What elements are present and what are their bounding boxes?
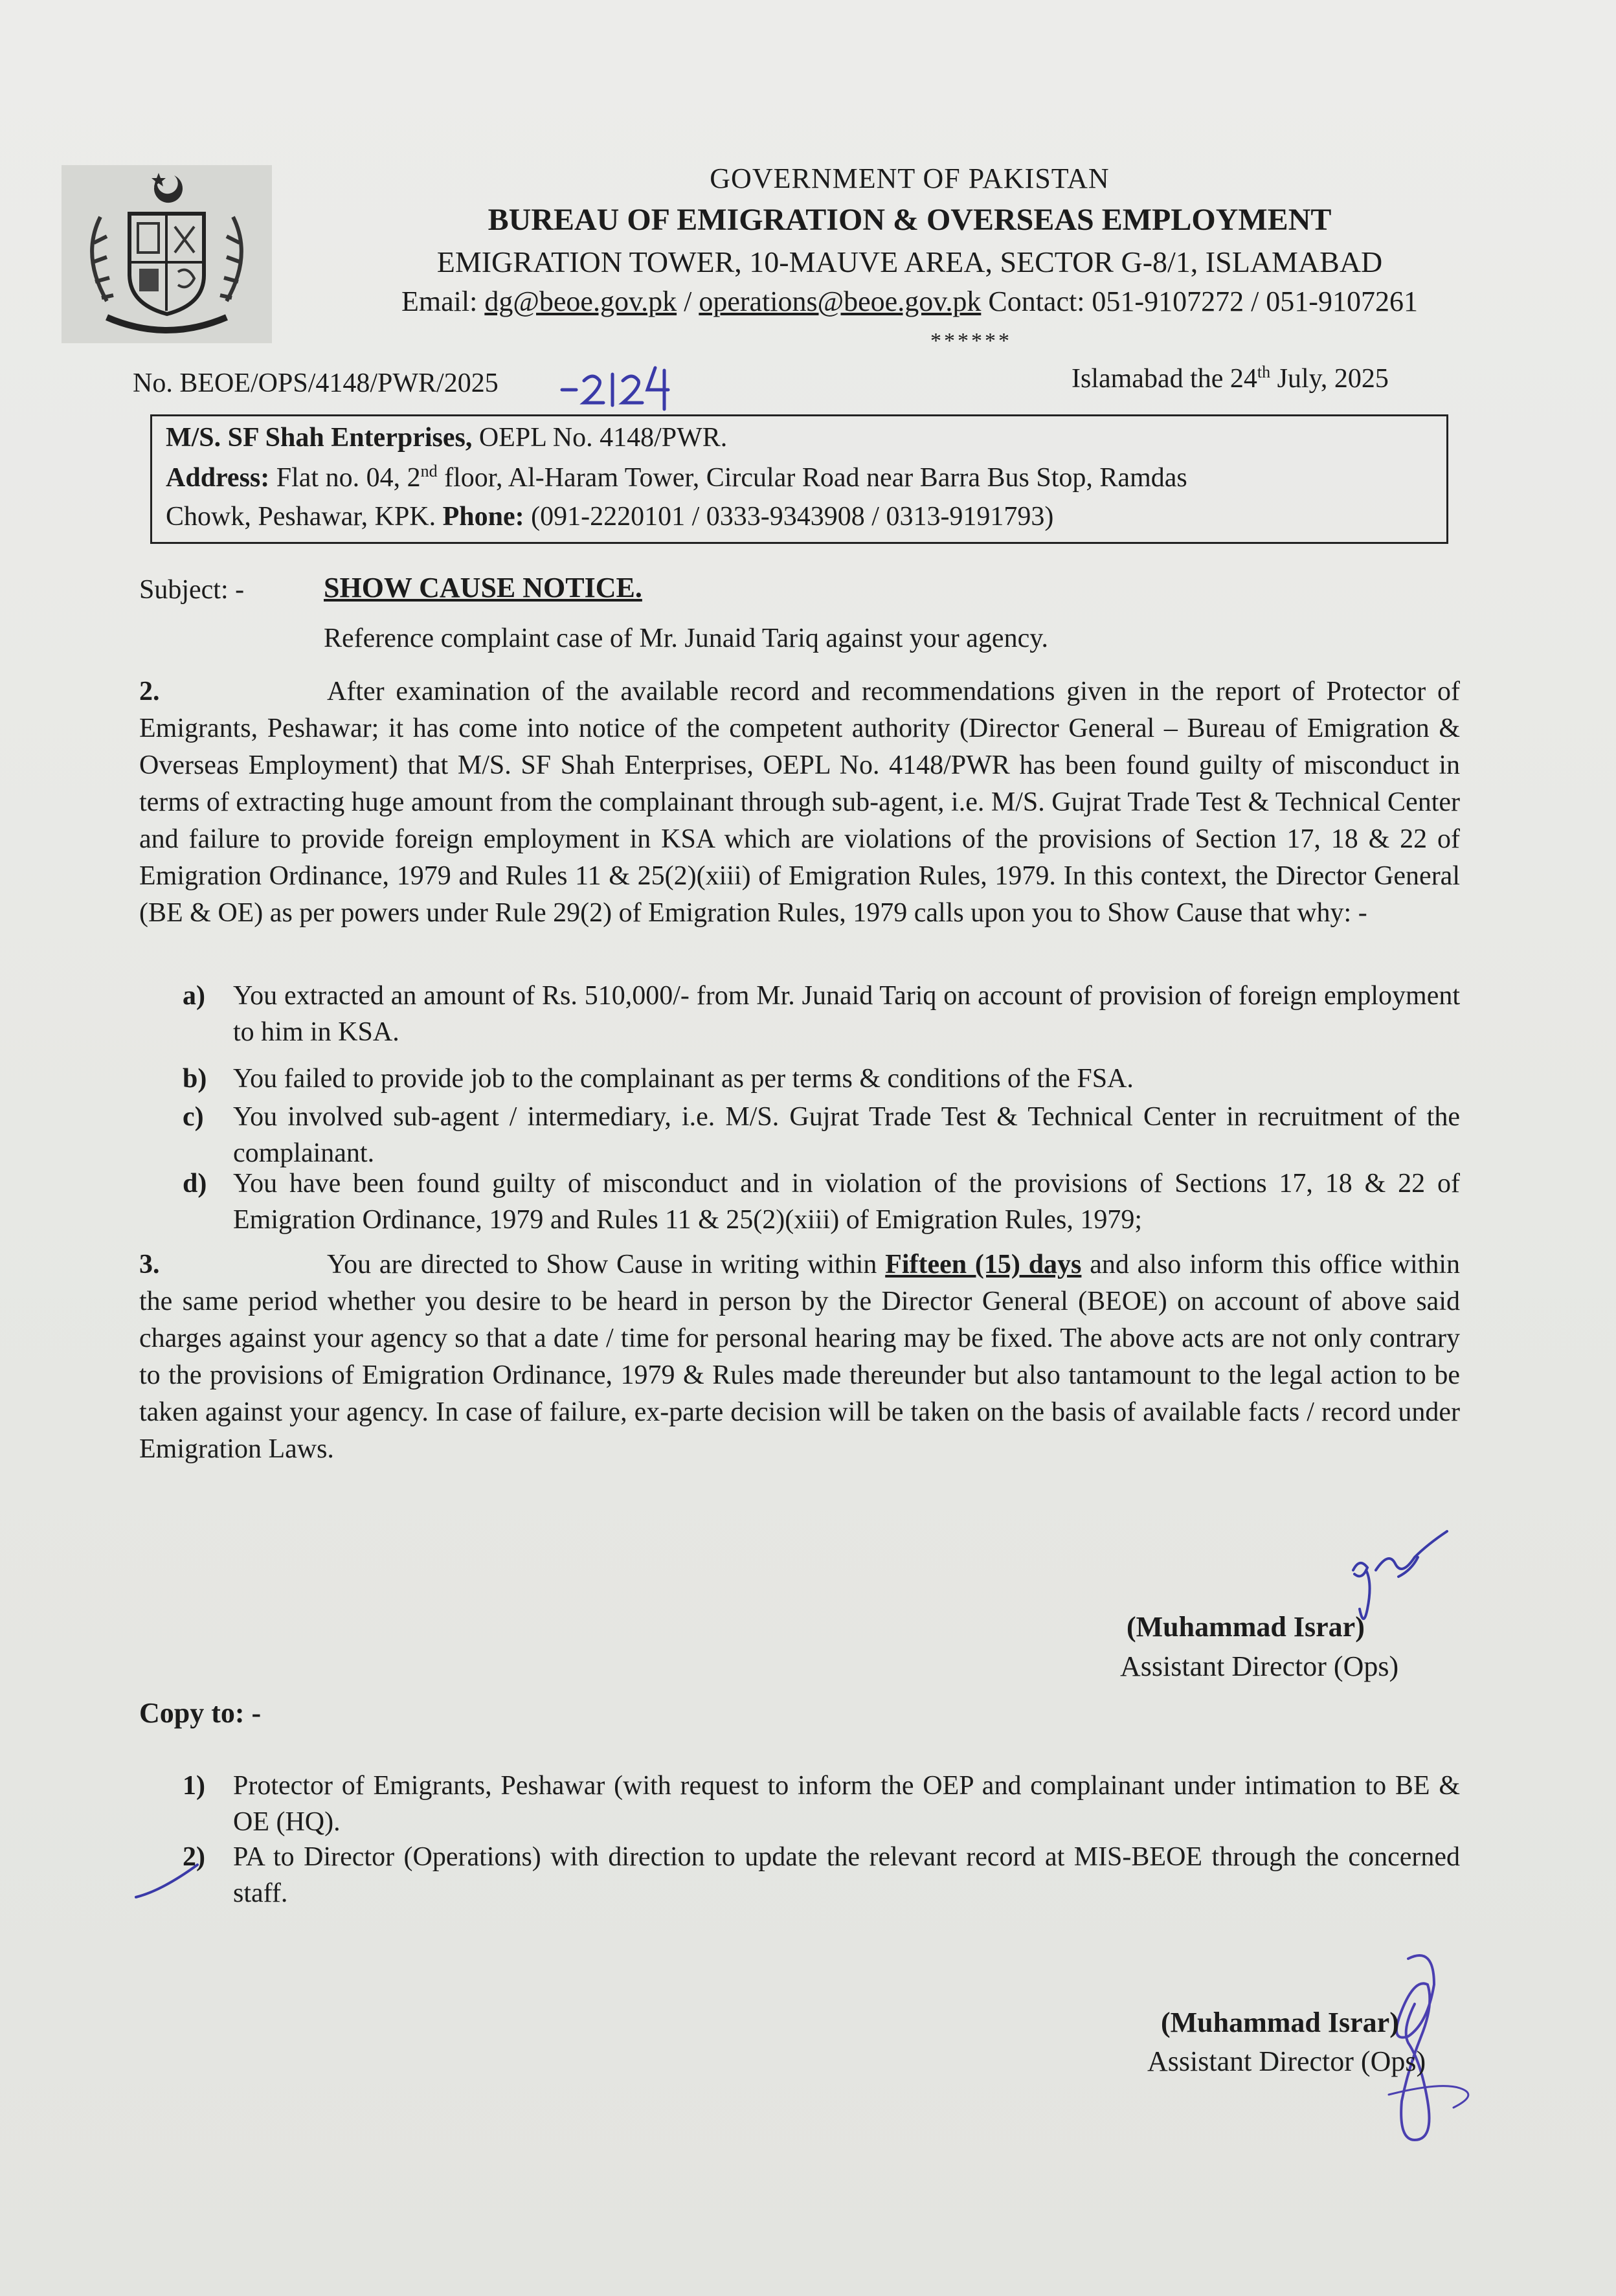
copy-item-label: 2) [183, 1842, 205, 1872]
check-mark-icon [133, 1852, 204, 1904]
state-emblem-icon [62, 165, 272, 343]
addressee-name: M/S. SF Shah Enterprises, [166, 423, 473, 453]
paragraph-3 [139, 1246, 1460, 1468]
email-link-operations[interactable]: operations@beoe.gov.pk [699, 286, 982, 317]
header-stars: ****** [930, 329, 1012, 353]
addressee-oepl: OEPL No. 4148/PWR. [472, 423, 728, 453]
subject-reference: Reference complaint case of Mr. Junaid Tariq against your agency. [324, 624, 1048, 653]
addressee-line-2 [166, 462, 1187, 493]
copy-item-text: PA to Director (Operations) with direction to update the relevant record at MIS-BEOE through the concerned staff. [233, 1842, 1460, 1908]
signatory-name-1: (Muhammad Israr) [1127, 1611, 1365, 1643]
paragraph-2 [139, 673, 1460, 932]
addressee-line-3 [166, 501, 1053, 532]
paragraph-3-number: 3. [139, 1250, 160, 1279]
paragraph-2-number: 2. [139, 677, 160, 706]
signatory-name-2: (Muhammad Israr) [1161, 2007, 1399, 2038]
address-part-a: Flat no. 04, 2 [269, 463, 421, 493]
copy-to-label: Copy to: - [139, 1697, 262, 1729]
address-label: Address: [166, 463, 270, 493]
addressee-line-1 [166, 422, 727, 453]
email-link-dg[interactable]: dg@beoe.gov.pk [484, 286, 677, 317]
address-part-c: Chowk, Peshawar, KPK. [166, 502, 443, 532]
charge-item-label: b) [183, 1064, 207, 1094]
issue-date [1072, 363, 1389, 394]
subject-title: SHOW CAUSE NOTICE. [324, 572, 642, 603]
handwritten-reference-suffix [558, 361, 681, 413]
header-address: EMIGRATION TOWER, 10-MAUVE AREA, SECTOR G-8/1, ISLAMABAD [436, 245, 1383, 278]
charge-item-text: You failed to provide job to the complainant as per terms & conditions of the FSA. [233, 1064, 1134, 1094]
copy-item-label: 1) [183, 1771, 205, 1801]
charge-item-label: d) [183, 1169, 207, 1199]
phone-numbers: (091-2220101 / 0333-9343908 / 0313-9191793) [524, 502, 1054, 532]
charge-item-text: You involved sub-agent / intermediary, i.e. M/S. Gujrat Trade Test & Technical Center in recruitment of the complainant. [233, 1102, 1460, 1168]
header-bureau: BUREAU OF EMIGRATION & OVERSEAS EMPLOYMENT [488, 203, 1332, 237]
charge-item-label: c) [183, 1102, 204, 1132]
address-ordinal: nd [420, 462, 438, 480]
email-separator: / [677, 286, 699, 317]
copy-item-text: Protector of Emigrants, Peshawar (with request to inform the OEP and complainant under intimation to BE & OE (HQ). [233, 1771, 1460, 1837]
paragraph-3-text-b: and also inform this office within the same period whether you desire to be heard in person by the Director General (BEOE) on account of above said charges against your agency so that a date / time for personal hearing may be fixed. The above acts are not only contrary to the provisions of Emigration Ordinance, 1979 & Rules made thereunder but also tantamount to the legal action to be taken against your agency. In case of failure, ex-parte decision will be taken on the basis of available facts / record under Emigration Laws. [139, 1250, 1460, 1464]
contact-numbers: Contact: 051-9107272 / 051-9107261 [981, 286, 1418, 317]
date-suffix: July, 2025 [1270, 364, 1389, 394]
date-prefix: Islamabad the 24 [1072, 364, 1257, 394]
header-government: GOVERNMENT OF PAKISTAN [710, 163, 1110, 194]
reference-number: No. BEOE/OPS/4148/PWR/2025 [133, 368, 499, 398]
paragraph-3-text-a: You are directed to Show Cause in writing within [327, 1250, 886, 1279]
phone-label: Phone: [442, 502, 524, 532]
address-part-b: floor, Al-Haram Tower, Circular Road near Barra Bus Stop, Ramdas [437, 463, 1187, 493]
signatory-title-1: Assistant Director (Ops) [1120, 1650, 1399, 1682]
deadline-days: Fifteen (15) days [885, 1250, 1082, 1279]
paragraph-2-text: After examination of the available record and recommendations given in the report of Protector of Emigrants, Peshawar; it has come into notice of the competent authority (Director General – Bureau of Emigration & Overseas Employment) that M/S. SF Shah Enterprises, OEPL No. 4148/PWR has been found guilty of misconduct in terms of extracting huge amount from the complainant through sub-agent, i.e. M/S. Gujrat Trade Test & Technical Center and failure to provide foreign employment in KSA which are violations of the provisions of Section 17, 18 & 22 of Emigration Ordinance, 1979 and Rules 11 & 25(2)(xiii) of Emigration Rules, 1979. In this context, the Director General (BE & OE) as per powers under Rule 29(2) of Emigration Rules, 1979 calls upon you to Show Cause that why: - [139, 677, 1460, 928]
header-contact [317, 285, 1502, 318]
charge-item-text: You extracted an amount of Rs. 510,000/- from Mr. Junaid Tariq on account of provision of foreign employment to him in KSA. [233, 981, 1460, 1047]
signatory-title-2: Assistant Director (Ops) [1147, 2045, 1426, 2077]
charge-item-label: a) [183, 981, 205, 1011]
charge-item-text: You have been found guilty of misconduct and in violation of the provisions of Sections 17, 18 & 22 of Emigration Ordinance, 1979 and Rules 11 & 25(2)(xiii) of Emigration Rules, 1979; [233, 1169, 1460, 1235]
subject-label: Subject: - [139, 575, 245, 605]
email-label: Email: [401, 286, 485, 317]
date-ordinal: th [1257, 363, 1271, 381]
